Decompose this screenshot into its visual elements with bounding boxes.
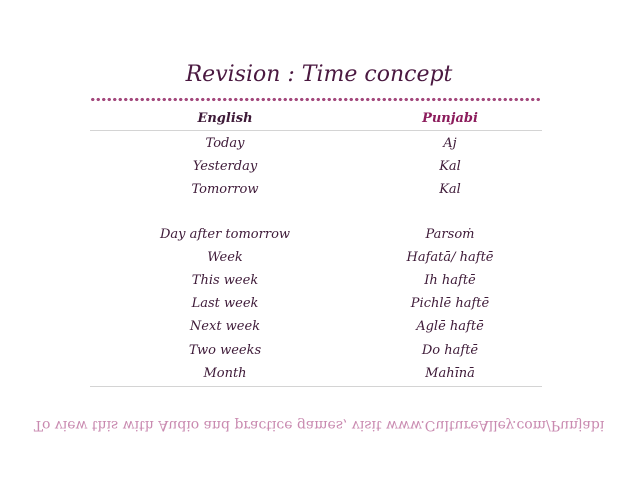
english-word-today: Today	[205, 136, 245, 151]
english-word-last-week: Last week	[191, 296, 259, 311]
english-word-month: Month	[203, 366, 247, 381]
punjabi-word-today: Aj	[443, 136, 457, 151]
punjabi-word-week: Hafatā/ haftē	[406, 250, 494, 265]
punjabi-word-last-week: Pichlē haftē	[410, 296, 490, 311]
english-word-next-week: Next week	[189, 319, 261, 334]
english-word-week: Week	[207, 250, 243, 265]
punjabi-word-day-after-tomorrow: Parsoṁ	[425, 227, 475, 242]
english-word-two-weeks: Two weeks	[188, 343, 262, 358]
header-punjabi: Punjabi	[422, 111, 478, 126]
english-word-yesterday: Yesterday	[192, 159, 258, 174]
punjabi-word-next-week: Aglē haftē	[416, 319, 484, 334]
english-word-this-week: This week	[191, 273, 259, 288]
table-bottom-rule	[90, 386, 542, 387]
punjabi-word-two-weeks: Do haftē	[421, 343, 479, 358]
table-top-rule	[90, 130, 542, 131]
english-word-tomorrow: Tomorrow	[191, 182, 259, 197]
header-english: English	[197, 111, 253, 126]
dotted-divider	[90, 97, 542, 102]
mirrored-footer-link[interactable]: To view this with Audio and practice games, visit www.CultureAlley.com/Punjabi	[33, 417, 605, 433]
punjabi-word-this-week: Ih haftē	[424, 273, 476, 288]
punjabi-word-month: Mahīnā	[425, 366, 475, 381]
page-title: Revision : Time concept	[185, 62, 453, 87]
punjabi-word-tomorrow: Kal	[439, 182, 461, 197]
punjabi-word-yesterday: Kal	[439, 159, 461, 174]
english-word-day-after-tomorrow: Day after tomorrow	[159, 227, 291, 242]
